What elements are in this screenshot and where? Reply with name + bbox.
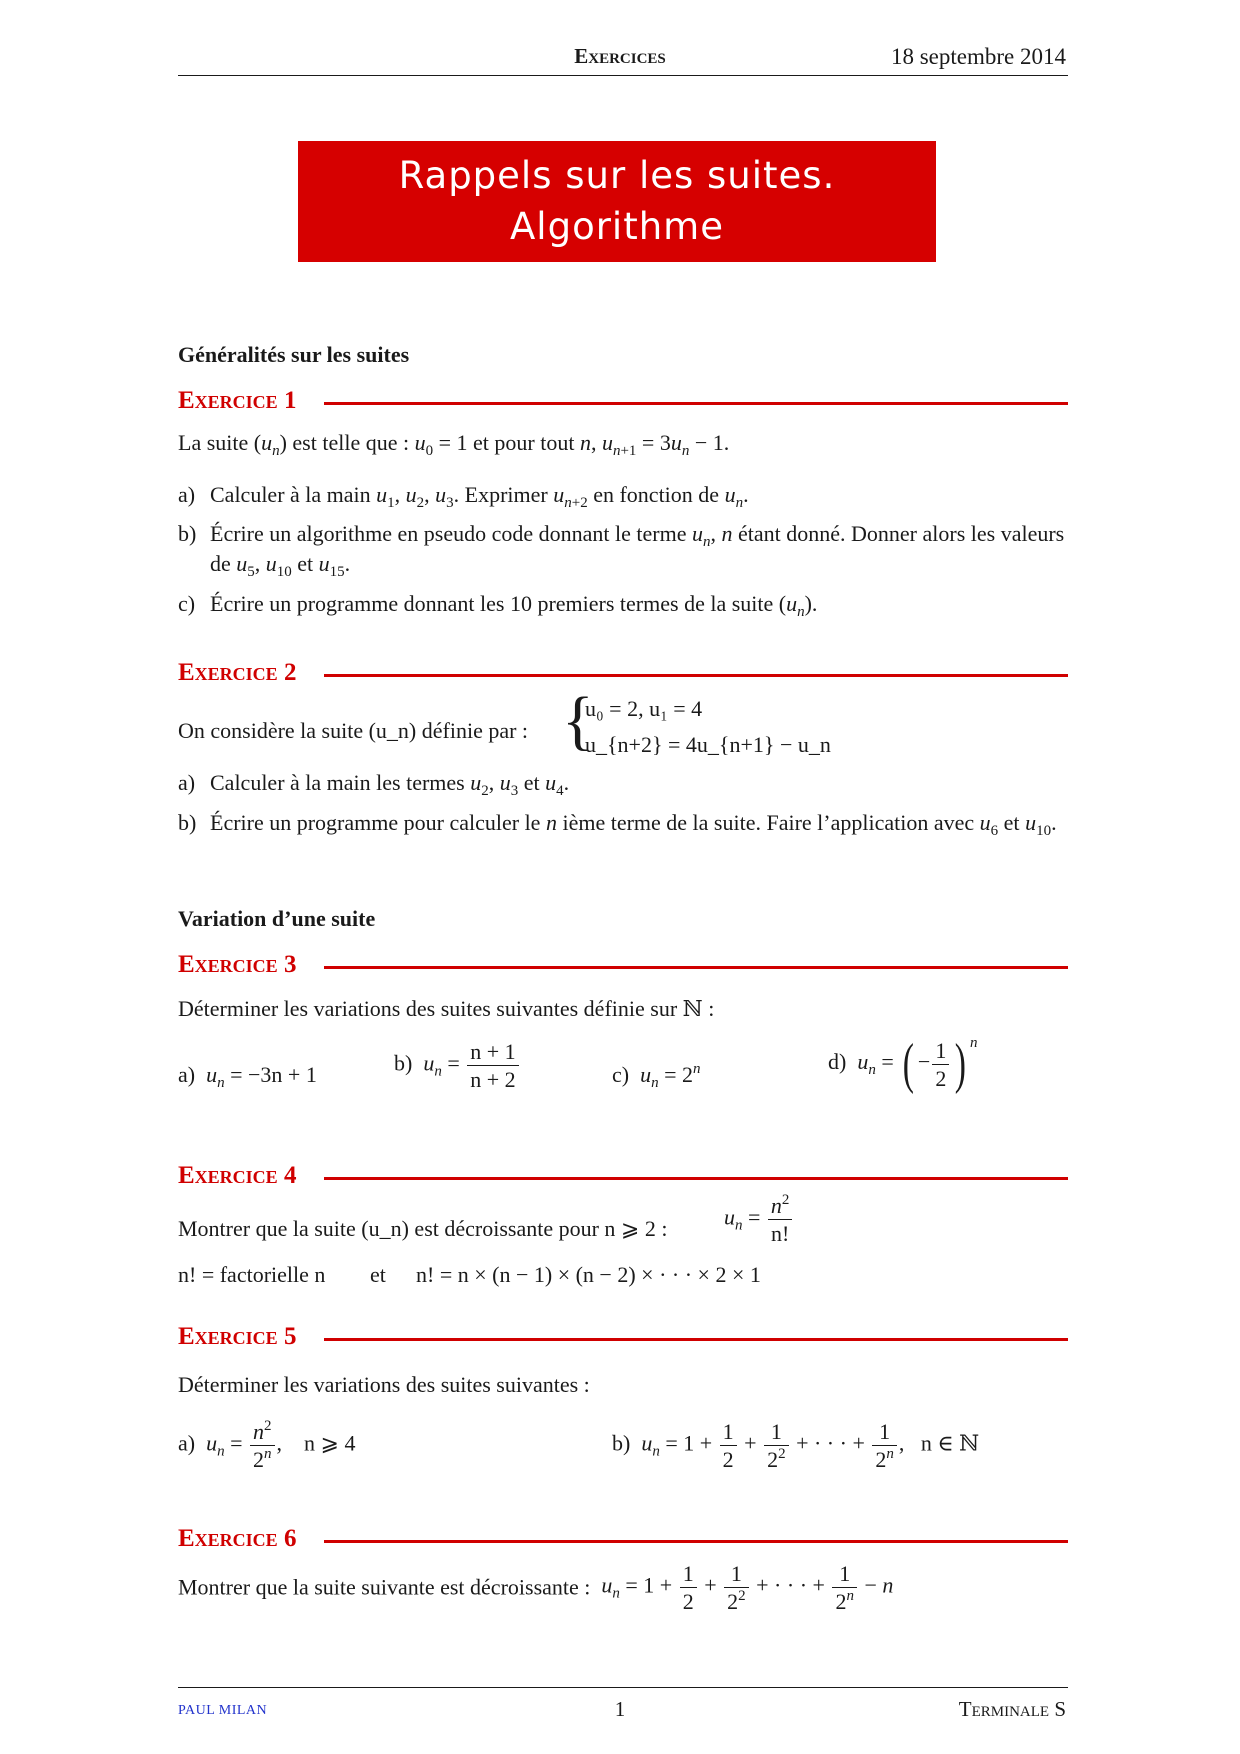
exercise-3-item-b: b) $u_n$ = $\frac{n + 1}{n + 2}$ — [394, 1038, 521, 1093]
exercise-4-intro: Montrer que la suite (u_n) est décroissante pour n ⩾ 2 : — [178, 1216, 668, 1241]
exercise-5-rule — [324, 1338, 1068, 1341]
section-heading-variation: Variation d’une suite — [178, 906, 376, 931]
exercise-3-intro: Déterminer les variations des suites suivantes définie sur ℕ : — [178, 996, 715, 1021]
header-title: Exercices — [574, 44, 666, 68]
exercise-1-heading — [178, 386, 1068, 416]
footer-class: Terminale S — [958, 1697, 1066, 1721]
exercise-4-fraction: $\frac{n^2}{n!}$ — [768, 1192, 793, 1247]
exercise-2-item-b: b) Écrire un programme pour calculer le n ième terme de la suite. Faire l’application avec $u_6$ et $u_{10}$. — [178, 810, 1057, 839]
exercise-2-rule — [324, 674, 1068, 677]
exercise-4-heading — [178, 1161, 1068, 1191]
exercise-5-item-a: a) $u_n$ = $\frac{n^2}{2^n}$ , n ⩾ 4 — [178, 1418, 356, 1472]
exercise-5-a-fraction: $\frac{n^2}{2^n}$ — [250, 1418, 275, 1473]
exercise-1-item-c: c) Écrire un programme donnant les 10 premiers termes de la suite $(u_n)$. — [178, 591, 818, 620]
title-line-2: Algorithme — [510, 205, 724, 248]
exercise-6-title: Exercice 6 — [178, 1525, 297, 1552]
exercise-2-title: Exercice 2 — [178, 659, 297, 686]
exercise-2-system-line-1: u₀ = 2, u₁ = 4 — [585, 696, 703, 721]
exercise-1-intro: La suite $(u_n)$ est telle que : $u_0 = 1$ et pour tout n, $u_{n+1} = 3u_n - 1$. — [178, 430, 730, 459]
title-line-1: Rappels sur les suites. — [398, 154, 836, 197]
exercise-1-rule — [324, 402, 1068, 405]
exercise-2-system-line-2: u_{n+2} = 4u_{n+1} − u_n — [585, 732, 831, 757]
exercise-4-formula: $u_n$ = $\frac{n^2}{n!}$ — [724, 1192, 794, 1247]
exercise-4-definition-1: n! = factorielle n — [178, 1262, 326, 1287]
exercise-6-heading — [178, 1524, 1068, 1554]
section-heading-generalites: Généralités sur les suites — [178, 342, 410, 367]
exercise-3-title: Exercice 3 — [178, 951, 297, 978]
exercise-5-title: Exercice 5 — [178, 1323, 297, 1350]
exercise-4-rule — [324, 1177, 1068, 1180]
exercise-1-title: Exercice 1 — [178, 387, 297, 414]
exercise-2-intro: On considère la suite (u_n) définie par : — [178, 718, 529, 743]
exercise-3-item-d: d) $u_n$ = ( − $\frac{1}{2}$ ) $^n$ — [828, 1033, 978, 1095]
exercise-3-heading — [178, 950, 1068, 980]
header-rule — [178, 75, 1068, 76]
exercise-2-item-a: a) Calculer à la main les termes $u_2$, $u_3$ et $u_4$. — [178, 770, 570, 799]
exercise-4-title: Exercice 4 — [178, 1162, 297, 1189]
exercise-1-item-b: b) Écrire un algorithme en pseudo code donnant le terme $u_n$, n étant donné. Donner alors les valeurs de $u_5$, $u_{10}$ et $u_{15}$. — [178, 521, 1065, 580]
exercise-6-rule — [324, 1540, 1068, 1543]
exercise-2-heading — [178, 658, 1068, 688]
exercise-3-item-a: a) $u_n = -3n + 1$ — [178, 1062, 317, 1091]
footer-rule — [178, 1687, 1068, 1688]
footer-page-number: 1 — [614, 1697, 626, 1721]
exercise-2-brace: { — [562, 684, 594, 757]
exercise-6-statement: Montrer que la suite suivante est décroissante : $u_n = 1$ + $\frac{1}{2}$ + $\frac{1}{2^2}$ + · · · + $\frac{1}{2^n}$ − n — [178, 1561, 894, 1614]
exercise-3-d-fraction: $\frac{1}{2}$ — [932, 1037, 949, 1092]
exercise-5-heading — [178, 1322, 1068, 1352]
exercise-3-b-fraction: $\frac{n + 1}{n + 2}$ — [467, 1038, 518, 1093]
title-box — [298, 141, 936, 262]
footer-author: PAUL MILAN — [178, 1703, 268, 1718]
exercise-3-rule — [324, 966, 1068, 969]
exercise-5-item-b: b) $u_n = 1$ + $\frac{1}{2}$ + $\frac{1}{2^2}$ + · · · + $\frac{1}{2^n}$ , n ∈ ℕ — [612, 1419, 980, 1472]
exercise-3-item-c: c) $u_n = 2^n$ — [612, 1061, 701, 1091]
exercise-4-definition-2: n! = n × (n − 1) × (n − 2) × · · · × 2 × 1 — [416, 1262, 761, 1287]
header-date: 18 septembre 2014 — [890, 44, 1066, 69]
exercise-1-item-a: a) Calculer à la main $u_1$, $u_2$, $u_3$. Exprimer $u_{n+2}$ en fonction de $u_n$. — [178, 482, 749, 511]
exercise-4-definition-and: et — [370, 1262, 386, 1287]
exercise-5-intro: Déterminer les variations des suites suivantes : — [178, 1372, 590, 1397]
